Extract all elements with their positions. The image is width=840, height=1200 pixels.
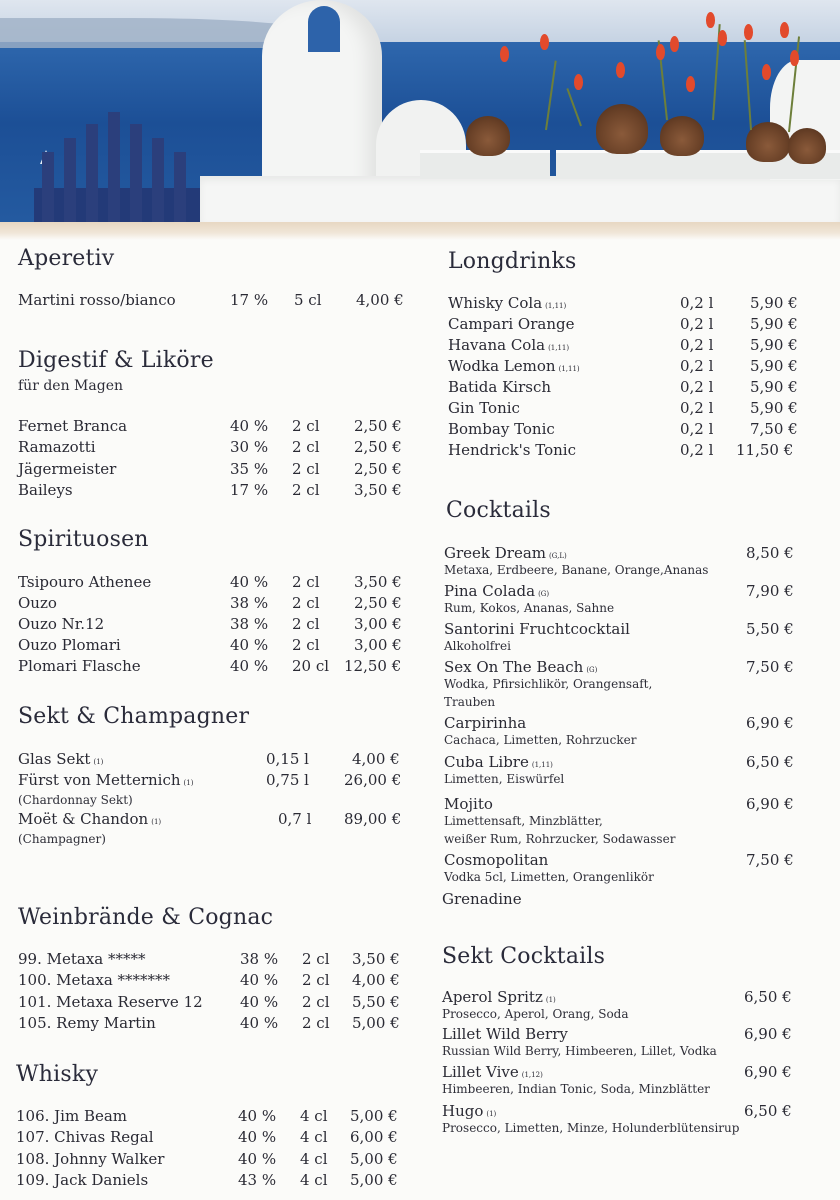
item-price: 5,90 €: [750, 378, 798, 396]
allergen-tag: (G): [538, 590, 550, 598]
item-abv: 40 %: [238, 1150, 277, 1168]
item-name: Cuba Libre (1,11): [444, 753, 553, 771]
item-name: Wodka Lemon (1,11): [448, 357, 580, 375]
item-name: Mojito: [444, 795, 493, 813]
item-description: Trauben: [444, 695, 496, 709]
item-size: 4 cl: [300, 1171, 328, 1189]
item-name-text: Moët & Chandon: [18, 810, 149, 828]
item-price: 6,90 €: [746, 714, 794, 732]
item-size: 2 cl: [292, 636, 320, 654]
item-description: Russian Wild Berry, Himbeeren, Lillet, Vodka: [442, 1044, 717, 1058]
item-description: Prosecco, Limetten, Minze, Holunderblütensirup: [442, 1121, 740, 1135]
red-flower-icon: [574, 74, 583, 90]
item-name: 109. Jack Daniels: [16, 1171, 149, 1189]
item-size: 2 cl: [302, 1014, 330, 1032]
item-name: Tsipouro Athenee: [18, 573, 152, 591]
item-description: Metaxa, Erdbeere, Banane, Orange,Ananas: [444, 563, 709, 577]
item-size: 2 cl: [292, 481, 320, 499]
succulent-plant: [788, 128, 826, 164]
item-description: Limetten, Eiswürfel: [444, 772, 565, 786]
item-name: Fernet Branca: [18, 417, 128, 435]
item-description: Cachaca, Limetten, Rohrzucker: [444, 733, 637, 747]
item-name: Jägermeister: [18, 460, 117, 478]
item-name: Martini rosso/bianco: [18, 291, 176, 309]
item-price: 5,90 €: [750, 315, 798, 333]
item-abv: 38 %: [240, 950, 279, 968]
item-price: 5,90 €: [750, 294, 798, 312]
item-price: 7,50 €: [746, 658, 794, 676]
item-abv: 40 %: [230, 417, 269, 435]
item-note: (Champagner): [18, 832, 106, 846]
item-name: 107. Chivas Regal: [16, 1128, 154, 1146]
item-price: 2,50 €: [354, 417, 402, 435]
allergen-tag: (G,L): [549, 552, 567, 560]
item-name: Gin Tonic: [448, 399, 520, 417]
item-abv: 40 %: [238, 1107, 277, 1125]
item-size: 0,2 l: [680, 294, 714, 312]
item-price: 5,50 €: [746, 620, 794, 638]
item-price: 26,00 €: [344, 771, 402, 789]
item-description: Wodka, Pfirsichlikör, Orangensaft,: [444, 677, 653, 691]
item-size: 2 cl: [292, 438, 320, 456]
succulent-plant: [660, 116, 704, 156]
item-name: Hugo (1): [442, 1102, 497, 1120]
item-price: 7,50 €: [746, 851, 794, 869]
red-flower-icon: [500, 46, 509, 62]
item-name: Ouzo: [18, 594, 57, 612]
allergen-tag: (1,12): [521, 1071, 543, 1079]
item-name: 100. Metaxa *******: [18, 971, 171, 989]
item-description: Alkoholfrei: [444, 639, 511, 653]
item-size: 2 cl: [292, 573, 320, 591]
item-price: 3,50 €: [354, 573, 402, 591]
item-price: 5,90 €: [750, 336, 798, 354]
item-price: 7,90 €: [746, 582, 794, 600]
item-abv: 40 %: [240, 1014, 279, 1032]
section-title: Sekt Cocktails: [442, 944, 606, 969]
item-name: Aperol Spritz (1): [442, 988, 556, 1006]
item-size: 2 cl: [302, 950, 330, 968]
item-size: 0,7 l: [278, 810, 312, 828]
item-price: 5,90 €: [750, 399, 798, 417]
red-flower-icon: [790, 50, 799, 66]
item-price: 3,50 €: [352, 950, 400, 968]
section-title: Cocktails: [446, 498, 551, 523]
red-flower-icon: [540, 34, 549, 50]
item-abv: 35 %: [230, 460, 269, 478]
item-size: 0,75 l: [266, 771, 309, 789]
succulent-plant: [746, 122, 790, 162]
header-divider: [0, 222, 840, 240]
item-name: Cosmopolitan: [444, 851, 549, 869]
item-name: Lillet Vive (1,12): [442, 1063, 543, 1081]
item-price: 5,00 €: [350, 1150, 398, 1168]
red-flower-icon: [718, 30, 727, 46]
item-size: 2 cl: [292, 460, 320, 478]
item-abv: 40 %: [238, 1128, 277, 1146]
item-price: 6,90 €: [746, 795, 794, 813]
allergen-tag: (1,11): [545, 302, 567, 310]
item-name-text: Fürst von Metternich: [18, 771, 181, 789]
item-price: 6,90 €: [744, 1063, 792, 1081]
item-name: Ramazotti: [18, 438, 96, 456]
item-name: Lillet Wild Berry: [442, 1025, 568, 1043]
item-price: 12,50 €: [344, 657, 402, 675]
red-flower-icon: [670, 36, 679, 52]
item-price: 2,50 €: [354, 460, 402, 478]
allergen-tag: (1,11): [531, 761, 553, 769]
item-name: Whisky Cola (1,11): [448, 294, 567, 312]
item-description: weißer Rum, Rohrzucker, Sodawasser: [444, 832, 676, 846]
item-abv: 40 %: [230, 657, 269, 675]
section-title: Digestif & Liköre: [18, 348, 214, 373]
item-name: Carpirinha: [444, 714, 527, 732]
section-title: Longdrinks: [448, 249, 577, 274]
item-size: 20 cl: [292, 657, 330, 675]
item-size: 2 cl: [302, 971, 330, 989]
item-size: 2 cl: [302, 993, 330, 1011]
header-photo: [0, 0, 840, 222]
item-price: 4,00 €: [352, 971, 400, 989]
item-price: 5,00 €: [350, 1107, 398, 1125]
item-name: Baileys: [18, 481, 73, 499]
item-name: Havana Cola (1,11): [448, 336, 570, 354]
allergen-tag: (G): [586, 666, 598, 674]
red-flower-icon: [706, 12, 715, 28]
item-size: 0,2 l: [680, 378, 714, 396]
item-price: 5,90 €: [750, 357, 798, 375]
allergen-tag: (1): [93, 758, 104, 766]
item-abv: 38 %: [230, 615, 269, 633]
item-description: Vodka 5cl, Limetten, Orangenlikör: [444, 870, 654, 884]
item-name: [18, 810, 161, 828]
item-abv: 30 %: [230, 438, 269, 456]
allergen-tag: (1): [545, 996, 556, 1004]
item-price: 7,50 €: [750, 420, 798, 438]
item-price: 6,50 €: [744, 1102, 792, 1120]
item-price: 5,00 €: [350, 1171, 398, 1189]
item-price: 6,90 €: [744, 1025, 792, 1043]
item-abv: 43 %: [238, 1171, 277, 1189]
item-name: 99. Metaxa *****: [18, 950, 146, 968]
item-name: Bombay Tonic: [448, 420, 555, 438]
item-description: Himbeeren, Indian Tonic, Soda, Minzblätter: [442, 1082, 710, 1096]
item-size: 5 cl: [294, 291, 322, 309]
item-size: 0,2 l: [680, 336, 714, 354]
item-size: 0,2 l: [680, 357, 714, 375]
allergen-tag: (1,11): [548, 344, 570, 352]
item-name: Ouzo Plomari: [18, 636, 121, 654]
item-name: 106. Jim Beam: [16, 1107, 128, 1125]
item-abv: 17 %: [230, 481, 269, 499]
item-name: Sex On The Beach (G): [444, 658, 598, 676]
item-size: 0,2 l: [680, 420, 714, 438]
item-name: Pina Colada (G): [444, 582, 550, 600]
item-price: 89,00 €: [344, 810, 402, 828]
item-name: [18, 750, 103, 768]
red-flower-icon: [762, 64, 771, 80]
item-abv: 40 %: [240, 993, 279, 1011]
item-price: 6,50 €: [744, 988, 792, 1006]
item-abv: 40 %: [240, 971, 279, 989]
item-price: 6,00 €: [350, 1128, 398, 1146]
item-price: 3,00 €: [354, 636, 402, 654]
item-name: Ouzo Nr.12: [18, 615, 105, 633]
item-name: Campari Orange: [448, 315, 575, 333]
item-description: Rum, Kokos, Ananas, Sahne: [444, 601, 615, 615]
item-size: 4 cl: [300, 1107, 328, 1125]
item-note: (Chardonnay Sekt): [18, 793, 133, 807]
item-abv: 40 %: [230, 573, 269, 591]
item-name: Plomari Flasche: [18, 657, 141, 675]
item-size: 2 cl: [292, 594, 320, 612]
item-size: 0,2 l: [680, 315, 714, 333]
item-name: Hendrick's Tonic: [448, 441, 576, 459]
item-name: 108. Johnny Walker: [16, 1150, 165, 1168]
item-name: Greek Dream (G,L): [444, 544, 567, 562]
succulent-plant: [466, 116, 510, 156]
allergen-tag: (1): [183, 779, 194, 787]
item-size: 4 cl: [300, 1150, 328, 1168]
item-description: Prosecco, Aperol, Orang, Soda: [442, 1007, 629, 1021]
item-abv: 17 %: [230, 291, 269, 309]
section-title: Sekt & Champagner: [18, 704, 250, 729]
section-title: Aperetiv: [18, 246, 115, 271]
item-name: Batida Kirsch: [448, 378, 552, 396]
section-title: Spirituosen: [18, 527, 149, 552]
item-price: 4,00 €: [356, 291, 404, 309]
white-wall: [200, 176, 840, 222]
item-price: 6,50 €: [746, 753, 794, 771]
tower-window: [308, 6, 340, 52]
red-flower-icon: [780, 22, 789, 38]
section-subtitle: für den Magen: [18, 378, 123, 394]
item-size: 0,2 l: [680, 399, 714, 417]
item-price: 11,50 €: [736, 441, 794, 459]
menu-item: Grenadine: [442, 890, 522, 908]
item-size: 0,2 l: [680, 441, 714, 459]
item-name: [18, 771, 193, 789]
item-price: 3,50 €: [354, 481, 402, 499]
item-name: 101. Metaxa Reserve 12: [18, 993, 203, 1011]
allergen-tag: (1): [486, 1110, 497, 1118]
blue-gate: [34, 112, 204, 222]
item-abv: 38 %: [230, 594, 269, 612]
section-title: Weinbrände & Cognac: [18, 905, 274, 930]
red-flower-icon: [656, 44, 665, 60]
item-price: 3,00 €: [354, 615, 402, 633]
allergen-tag: (1,11): [558, 365, 580, 373]
item-size: 4 cl: [300, 1128, 328, 1146]
succulent-plant: [596, 104, 648, 154]
item-description: Limettensaft, Minzblätter,: [444, 814, 603, 828]
item-price: 2,50 €: [354, 594, 402, 612]
item-name: 105. Remy Martin: [18, 1014, 156, 1032]
item-abv: 40 %: [230, 636, 269, 654]
item-name-text: Glas Sekt: [18, 750, 91, 768]
item-size: 2 cl: [292, 417, 320, 435]
item-price: 8,50 €: [746, 544, 794, 562]
allergen-tag: (1): [151, 818, 162, 826]
item-name: Santorini Fruchtcocktail: [444, 620, 630, 638]
item-price: 5,50 €: [352, 993, 400, 1011]
item-price: 2,50 €: [354, 438, 402, 456]
red-flower-icon: [744, 24, 753, 40]
item-size: 0,15 l: [266, 750, 309, 768]
item-price: 4,00 €: [352, 750, 400, 768]
item-price: 5,00 €: [352, 1014, 400, 1032]
red-flower-icon: [686, 76, 695, 92]
item-size: 2 cl: [292, 615, 320, 633]
section-title: Whisky: [16, 1062, 99, 1087]
red-flower-icon: [616, 62, 625, 78]
